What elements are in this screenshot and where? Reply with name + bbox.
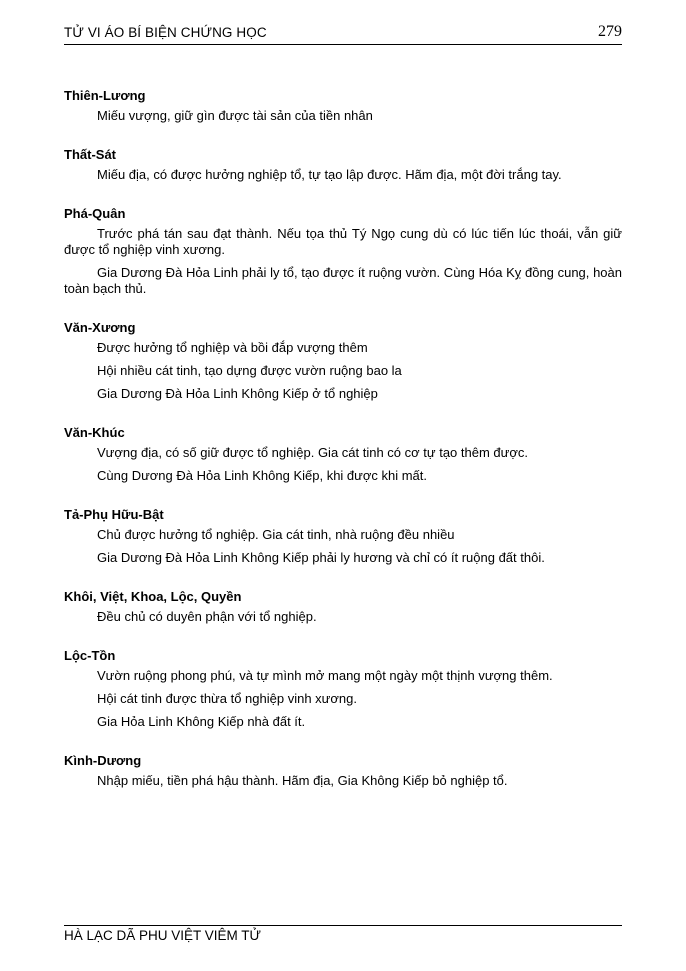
- paragraph: Chủ được hưởng tổ nghiệp. Gia cát tinh, nhà ruộng đều nhiều: [97, 527, 455, 542]
- book-title: TỬ VI ÁO BÍ BIỆN CHỨNG HỌC: [64, 25, 267, 40]
- section-that-sat: [64, 146, 622, 183]
- paragraph: Nhập miếu, tiền phá hậu thành. Hãm địa, Gia Không Kiếp bỏ nghiệp tổ.: [97, 773, 508, 788]
- section-title: Văn-Xương: [64, 320, 136, 335]
- section-pha-quan: [64, 205, 622, 297]
- paragraph: Cùng Dương Đà Hỏa Linh Không Kiếp, khi được khi mất.: [97, 468, 428, 483]
- paragraph: Được hưởng tổ nghiệp và bồi đắp vượng thêm: [97, 340, 368, 355]
- section-title: Kình-Dương: [64, 753, 142, 768]
- paragraph: Vườn ruộng phong phú, và tự mình mở mang một ngày một thịnh vượng thêm.: [97, 668, 553, 683]
- paragraph: Miếu địa, có được hưởng nghiệp tổ, tự tạo lập được. Hãm địa, một đời trắng tay.: [97, 167, 562, 182]
- paragraph: Gia Hỏa Linh Không Kiếp nhà đất ít.: [97, 714, 306, 729]
- section-khoi-viet-khoa-loc-quyen: [64, 588, 622, 625]
- paragraph: Miếu vượng, giữ gìn được tài sản của tiền nhân: [97, 108, 373, 123]
- section-van-khuc: [64, 424, 622, 484]
- paragraph: Gia Dương Đà Hỏa Linh phải ly tổ, tạo được ít ruộng vườn. Cùng Hóa Kỵ đồng cung, hoàn toàn bạch thủ.: [64, 265, 622, 296]
- section-title: Khôi, Việt, Khoa, Lộc, Quyền: [64, 589, 242, 604]
- page-header: [64, 24, 622, 45]
- section-title: Văn-Khúc: [64, 425, 125, 440]
- section-title: Tả-Phụ Hữu-Bật: [64, 507, 164, 522]
- page-footer: [64, 925, 622, 943]
- paragraph: Hội cát tinh được thừa tổ nghiệp vinh xương.: [97, 691, 357, 706]
- section-thien-luong: [64, 87, 622, 124]
- section-title: Thất-Sát: [64, 147, 116, 162]
- section-title: Thiên-Lương: [64, 88, 146, 103]
- paragraph: Hội nhiều cát tinh, tạo dựng được vườn ruộng bao la: [97, 363, 402, 378]
- paragraph: Gia Dương Đà Hỏa Linh Không Kiếp phải ly hương và chỉ có ít ruộng đất thôi.: [97, 550, 545, 565]
- section-title: Phá-Quân: [64, 206, 126, 221]
- paragraph: Gia Dương Đà Hỏa Linh Không Kiếp ở tổ nghiệp: [97, 386, 378, 401]
- page-number: 279: [598, 23, 622, 40]
- section-kinh-duong: [64, 752, 622, 789]
- section-ta-phu-huu-bat: [64, 506, 622, 566]
- paragraph: Đều chủ có duyên phận với tổ nghiệp.: [97, 609, 317, 624]
- author-name: HÀ LẠC DÃ PHU VIỆT VIÊM TỬ: [64, 928, 262, 943]
- paragraph: Trước phá tán sau đạt thành. Nếu tọa thủ Tý Ngọ cung dù có lúc tiến lúc thoái, vẫn giữ được tổ nghiệp vinh xương.: [64, 226, 622, 257]
- paragraph: Vượng địa, có số giữ được tổ nghiệp. Gia cát tinh có cơ tự tạo thêm được.: [97, 445, 528, 460]
- page-content: [64, 87, 622, 805]
- section-title: Lộc-Tồn: [64, 648, 116, 663]
- section-loc-ton: [64, 647, 622, 730]
- section-van-xuong: [64, 319, 622, 402]
